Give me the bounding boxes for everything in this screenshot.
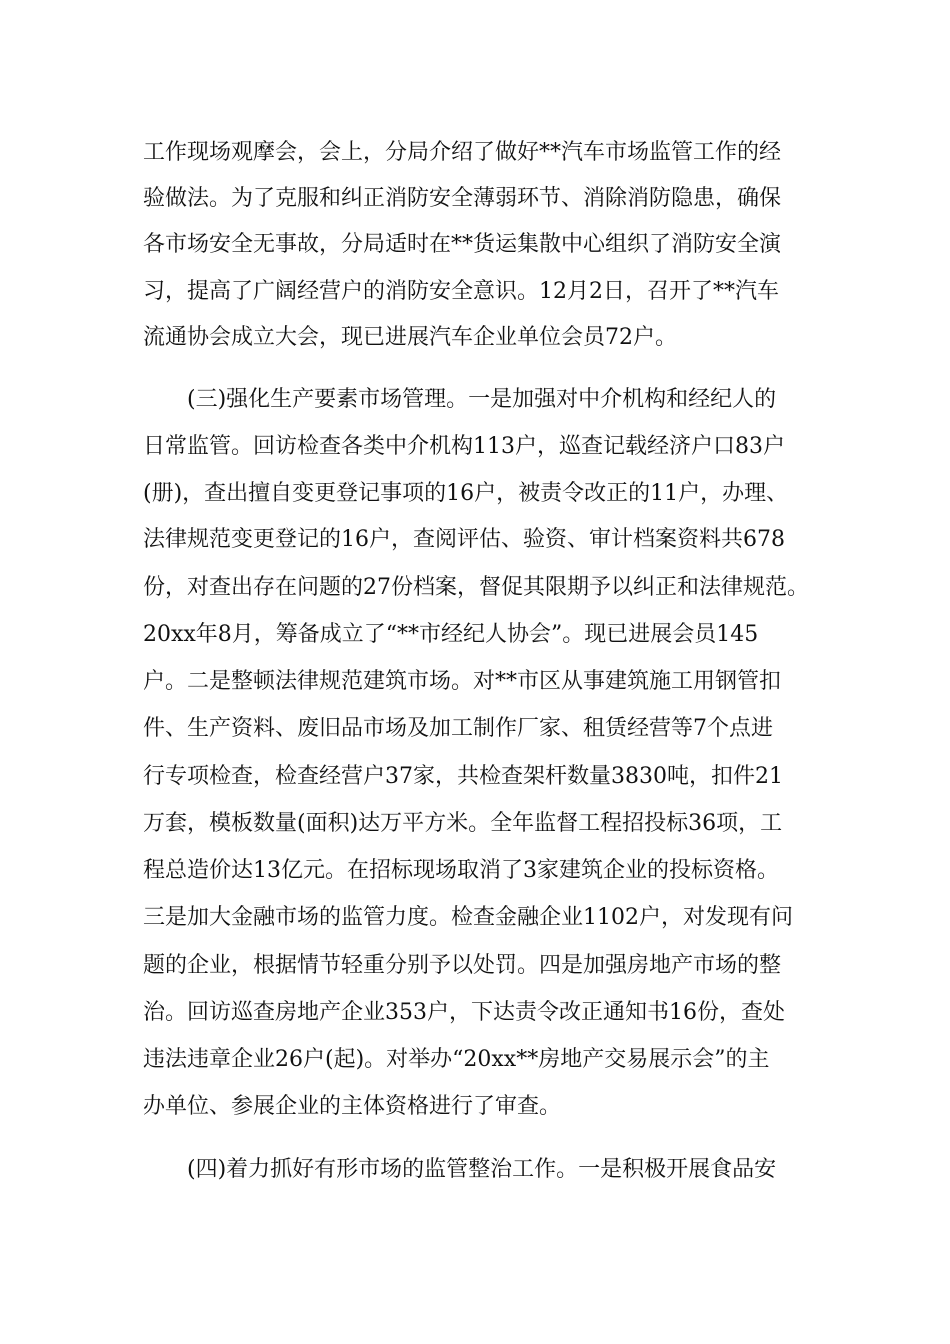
- text-line: 20xx年8月，筹备成立了“**市经纪人协会”。现已进展会员145: [143, 622, 759, 647]
- paragraph-start-line: (四)着力抓好有形市场的监管整治工作。一是积极开展食品安: [187, 1157, 777, 1182]
- text-line: 办单位、参展企业的主体资格进行了审查。: [143, 1094, 562, 1119]
- text-line: 各市场安全无事故，分局适时在**货运集散中心组织了消防安全演: [143, 232, 782, 257]
- text-line: 行专项检查，检查经营户37家，共检查架杆数量3830吨，扣件21: [143, 764, 783, 789]
- text-line: 工作现场观摩会，会上，分局介绍了做好**汽车市场监管工作的经: [143, 140, 782, 165]
- text-line: 习，提高了广阔经营户的消防安全意识。12月2日，召开了**汽车: [143, 279, 779, 304]
- text-line: 户。二是整顿法律规范建筑市场。对**市区从事建筑施工用钢管扣: [143, 669, 782, 694]
- text-line: 份，对查出存在问题的27份档案，督促其限期予以纠正和法律规范。: [143, 575, 809, 600]
- text-line: 程总造价达13亿元。在招标现场取消了3家建筑企业的投标资格。: [143, 858, 779, 883]
- text-line: 违法违章企业26户(起)。对举办“20xx**房地产交易展示会”的主: [143, 1047, 770, 1072]
- text-line: 三是加大金融市场的监管力度。检查金融企业1102户，对发现有问: [143, 905, 793, 930]
- text-line: 流通协会成立大会，现已进展汽车企业单位会员72户。: [143, 325, 677, 350]
- paragraph-start-line: (三)强化生产要素市场管理。一是加强对中介机构和经纪人的: [187, 387, 777, 412]
- text-line: 法律规范变更登记的16户，查阅评估、验资、审计档案资料共678: [143, 527, 785, 552]
- text-line: 日常监管。回访检查各类中介机构113户，巡查记载经济户口83户: [143, 434, 785, 459]
- text-line: 万套，模板数量(面积)达万平方米。全年监督工程招投标36项，工: [143, 811, 783, 836]
- text-line: 题的企业，根据情节轻重分别予以处罚。四是加强房地产市场的整: [143, 953, 782, 978]
- text-line: 治。回访巡查房地产企业353户，下达责令改正通知书16份，查处: [143, 1000, 785, 1025]
- text-line: (册)，查出擅自变更登记事项的16户，被责令改正的11户，办理、: [143, 481, 789, 506]
- text-line: 验做法。为了克服和纠正消防安全薄弱环节、消除消防隐患，确保: [143, 186, 782, 211]
- text-line: 件、生产资料、废旧品市场及加工制作厂家、租赁经营等7个点进: [143, 716, 773, 741]
